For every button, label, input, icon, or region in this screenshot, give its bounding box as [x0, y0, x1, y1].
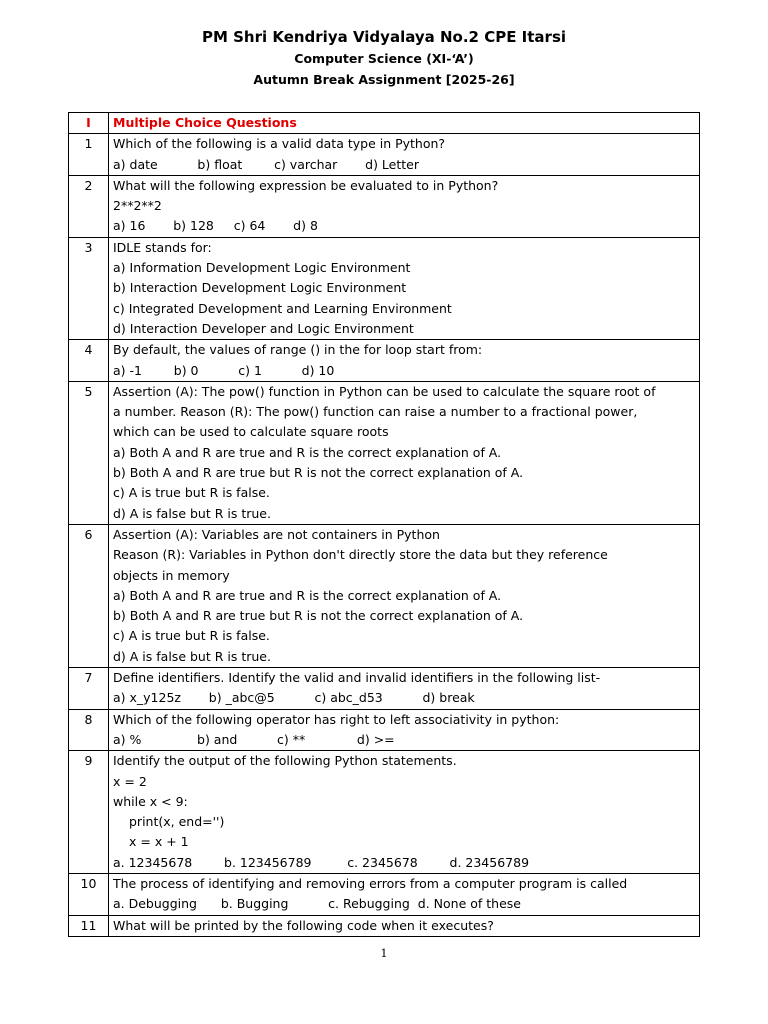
question-row [69, 915, 700, 936]
question-content [109, 381, 700, 524]
code-line: x = x + 1 [129, 834, 189, 850]
answer-options: a) -1 b) 0 c) 1 d) 10 [113, 362, 335, 378]
question-content [109, 873, 700, 915]
question-row [69, 668, 700, 710]
question-content [109, 709, 700, 751]
question-text-line: which can be used to calculate square roots [113, 424, 389, 440]
question-text-line: b) Both A and R are true but R is not the correct explanation of A. [113, 465, 524, 481]
question-text-line: x = 2 [113, 773, 147, 789]
question-content [109, 751, 700, 874]
question-content [109, 237, 700, 339]
question-row [69, 709, 700, 751]
question-row [69, 134, 700, 176]
question-text-line: c) A is true but R is false. [113, 485, 270, 501]
answer-options: a) date b) float c) varchar d) Letter [113, 156, 419, 172]
questions-table [68, 112, 700, 937]
answer-options: a) 16 b) 128 c) 64 d) 8 [113, 218, 318, 234]
question-text-line: d) A is false but R is true. [113, 505, 271, 521]
question-text-line: Assertion (A): The pow() function in Python can be used to calculate the square root of [113, 383, 656, 399]
question-number: 2 [69, 175, 109, 237]
school-name: PM Shri Kendriya Vidyalaya No.2 CPE Itarsi [201, 28, 567, 46]
question-number: 8 [69, 709, 109, 751]
question-content [109, 340, 700, 382]
question-content [109, 175, 700, 237]
question-number: 3 [69, 237, 109, 339]
question-text-line: What will be printed by the following code when it executes? [113, 917, 494, 933]
question-content [109, 915, 700, 936]
question-text-line: By default, the values of range () in the for loop start from: [113, 342, 483, 358]
answer-options: a) % b) and c) ** d) >= [113, 731, 395, 747]
question-number: 10 [69, 873, 109, 915]
question-row [69, 175, 700, 237]
assignment-title: Autumn Break Assignment [2025-26] [253, 72, 515, 87]
question-text-line: Reason (R): Variables in Python don't directly store the data but they reference [113, 547, 608, 563]
question-number: 4 [69, 340, 109, 382]
question-text-line: What will the following expression be evaluated to in Python? [113, 177, 499, 193]
question-row [69, 524, 700, 667]
section-row [69, 113, 700, 134]
question-text-line: a) Both A and R are true and R is the correct explanation of A. [113, 587, 502, 603]
question-row [69, 873, 700, 915]
question-number: 7 [69, 668, 109, 710]
question-row [69, 237, 700, 339]
question-row [69, 381, 700, 524]
document-header [0, 26, 768, 90]
question-text-line: d) Interaction Developer and Logic Environment [113, 320, 414, 336]
question-number: 1 [69, 134, 109, 176]
subject-title: Computer Science (XI-‘A’) [294, 51, 474, 66]
page-number: 1 [380, 947, 388, 960]
section-title: Multiple Choice Questions [109, 113, 700, 134]
section-label: I [69, 113, 109, 134]
question-number: 5 [69, 381, 109, 524]
question-text-line: 2**2**2 [113, 198, 162, 214]
question-text-line: The process of identifying and removing errors from a computer program is called [113, 875, 628, 891]
question-content [109, 524, 700, 667]
question-text-line: while x < 9: [113, 793, 188, 809]
question-row [69, 340, 700, 382]
question-text-line: b) Both A and R are true but R is not the correct explanation of A. [113, 608, 524, 624]
question-text-line: d) A is false but R is true. [113, 648, 271, 664]
question-text-line: IDLE stands for: [113, 239, 212, 255]
question-text-line: a number. Reason (R): The pow() function can raise a number to a fractional power, [113, 404, 638, 420]
answer-options: a. Debugging b. Bugging c. Rebugging d. None of these [113, 896, 521, 912]
question-text-line: Which of the following is a valid data type in Python? [113, 136, 446, 152]
question-text-line: c) A is true but R is false. [113, 628, 270, 644]
question-content [109, 134, 700, 176]
question-text-line: Which of the following operator has right to left associativity in python: [113, 711, 560, 727]
question-text-line: objects in memory [113, 567, 230, 583]
question-text-line: Identify the output of the following Python statements. [113, 753, 457, 769]
question-text-line: Assertion (A): Variables are not containers in Python [113, 526, 440, 542]
answer-options: a) x_y125z b) _abc@5 c) abc_d53 d) break [113, 690, 475, 706]
question-text-line: a) Information Development Logic Environment [113, 260, 411, 276]
answer-options: a. 12345678 b. 123456789 c. 2345678 d. 23456789 [113, 854, 530, 870]
question-text-line: c) Integrated Development and Learning Environment [113, 300, 452, 316]
question-number: 9 [69, 751, 109, 874]
question-text-line: a) Both A and R are true and R is the correct explanation of A. [113, 444, 502, 460]
question-content [109, 668, 700, 710]
question-number: 11 [69, 915, 109, 936]
code-line: print(x, end='') [129, 814, 225, 830]
question-text-line: b) Interaction Development Logic Environment [113, 280, 407, 296]
question-row [69, 751, 700, 874]
question-number: 6 [69, 524, 109, 667]
question-text-line: Define identifiers. Identify the valid and invalid identifiers in the following list- [113, 670, 601, 686]
